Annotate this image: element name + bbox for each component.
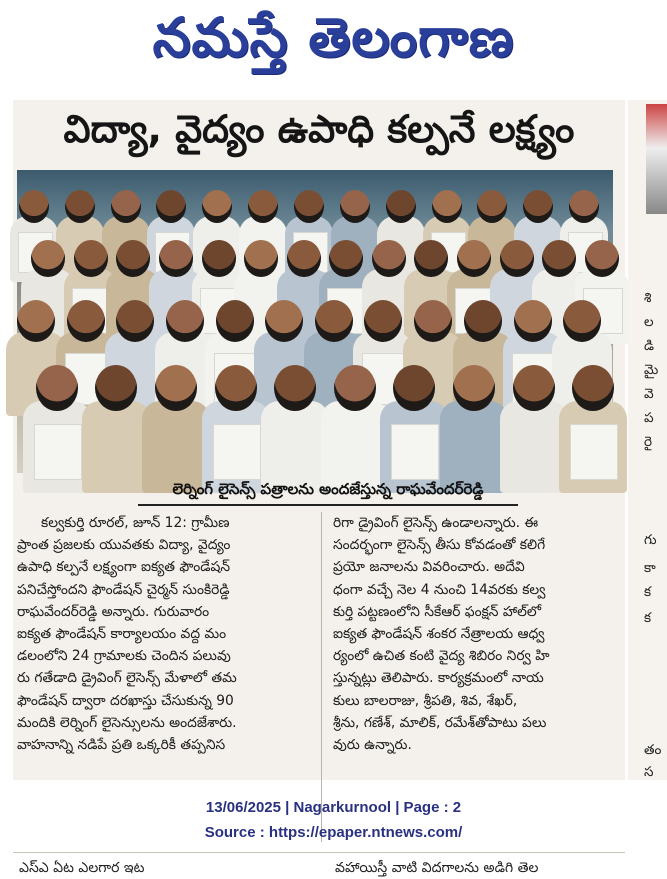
person-head bbox=[523, 190, 553, 223]
article-line: ప్రాంత ప్రజలకు యువతకు విద్యా, వైద్యం bbox=[17, 537, 231, 554]
adjacent-text-fragment: ప bbox=[644, 410, 654, 426]
cut-off-text-left: ఎస్‌ఎ ఏట ఎలగార ఇట bbox=[19, 860, 145, 876]
article-line: కుర్తి పట్టణంలోని సీకేఆర్ ఫంక్షన్ హాల్‌లో bbox=[333, 603, 542, 620]
person-head bbox=[216, 300, 254, 342]
person-head bbox=[116, 300, 154, 342]
person-head bbox=[265, 300, 303, 342]
person-head bbox=[19, 190, 49, 223]
adjacent-text-fragment: రై bbox=[644, 434, 653, 450]
adjacent-text-fragment: తం bbox=[644, 742, 662, 758]
article-line: శ్రీను, గణేశ్, మాలిక్, రమేశ్‌తోపాటు పలు bbox=[333, 714, 547, 731]
person-head bbox=[67, 300, 105, 342]
adjacent-text-fragment: క bbox=[644, 584, 652, 600]
edition-info: 13/06/2025 | Nagarkurnool | Page : 2 bbox=[205, 799, 462, 816]
adjacent-text-fragment: గు bbox=[644, 532, 657, 548]
adjacent-text-fragment: శి bbox=[644, 290, 652, 306]
cut-off-text-right: వహాయిస్తీ వాటి విదగాలను అడిగి తెల bbox=[335, 860, 539, 876]
adjacent-text-fragment: ల bbox=[644, 314, 654, 330]
person-head bbox=[248, 190, 278, 223]
article-line: వురు ఉన్నారు. bbox=[333, 737, 412, 754]
column-divider bbox=[321, 512, 322, 842]
article-line: వాహనాన్ని నడిపే ప్రతి ఒక్కరికీ తప్పనిస bbox=[17, 737, 226, 754]
person-head bbox=[364, 300, 402, 342]
person-head bbox=[156, 190, 186, 223]
article-line: ఉపాధి కల్పనే లక్ష్యంగా ఐక్యత ఫౌండేషన్ bbox=[17, 559, 231, 576]
article-line: ర్యంలో ఉచిత కంటి వైద్య శిబిరం నిర్వ హి bbox=[333, 648, 550, 665]
person-head bbox=[569, 190, 599, 223]
article-line: మందికి లెర్నింగ్ లైసెన్సులను అందజేశారు. bbox=[17, 714, 237, 731]
person-head bbox=[202, 190, 232, 223]
held-certificate bbox=[34, 424, 82, 481]
article-photo bbox=[17, 170, 613, 473]
person-head bbox=[563, 300, 601, 342]
article-line: కల్వకుర్తి రూరల్, జూన్ 12: గ్రామీణ bbox=[41, 515, 230, 531]
photo-caption: లెర్నింగ్ లైసెన్స్ పత్రాలను అందజేస్తున్న రాఘవేందర్‌రెడ్డి bbox=[138, 478, 518, 506]
person-head bbox=[294, 190, 324, 223]
article-line: ధంగా వచ్చే నెల 4 నుంచి 14వరకు కల్వ bbox=[333, 581, 546, 598]
newspaper-masthead bbox=[0, 0, 667, 88]
person-head bbox=[315, 300, 353, 342]
person-head bbox=[95, 365, 137, 411]
held-certificate bbox=[213, 424, 261, 481]
person-head bbox=[65, 190, 95, 223]
person-head bbox=[414, 300, 452, 342]
person-head bbox=[166, 300, 204, 342]
article-line: ప్రయో జనాలను వివరించారు. అదేవి bbox=[333, 559, 525, 576]
article-line: స్తున్నట్లు తెలిపారు. కార్యక్రమంలో నాయ bbox=[333, 670, 544, 687]
page-footer bbox=[0, 795, 667, 845]
adjacent-photo-thumbnail bbox=[646, 104, 667, 214]
person-head bbox=[334, 365, 376, 411]
person-head bbox=[432, 190, 462, 223]
adjacent-text-fragment: వె bbox=[644, 386, 654, 402]
source-link[interactable]: Source : https://epaper.ntnews.com/ bbox=[204, 824, 463, 841]
article-line: రాఘవేందర్‌రెడ్డి అన్నారు. గురువారం bbox=[17, 603, 210, 620]
person-head bbox=[477, 190, 507, 223]
person-head bbox=[464, 300, 502, 342]
adjacent-text-fragment: డి bbox=[644, 338, 654, 354]
adjacent-text-fragment: క bbox=[644, 610, 652, 626]
adjacent-text-fragment: కా bbox=[644, 560, 656, 576]
person-head bbox=[111, 190, 141, 223]
person-head bbox=[17, 300, 55, 342]
masthead-title: నమస్తే తెలంగాణ bbox=[152, 5, 515, 69]
article-line: ఐక్యత ఫౌండేషన్ శంకర నేత్రాలయ ఆధ్వ bbox=[333, 626, 545, 643]
person-head bbox=[274, 365, 316, 411]
person-head bbox=[36, 365, 78, 411]
person-head bbox=[572, 365, 614, 411]
article-line: ఫౌండేషన్ ద్వారా దరఖాస్తు చేసుకున్న 90 bbox=[17, 692, 234, 709]
adjacent-article-strip bbox=[628, 100, 667, 780]
article-column-right bbox=[333, 512, 623, 756]
person-head bbox=[514, 300, 552, 342]
article-headline: విద్యా, వైద్యం ఉపాధి కల్పనే లక్ష్యం bbox=[63, 107, 575, 151]
person-head bbox=[393, 365, 435, 411]
article-line: పనిచేస్తోందని ఫౌండేషన్ చైర్మన్ సుంకిరెడ్డి bbox=[17, 581, 230, 598]
adjacent-text-fragment: మై bbox=[644, 362, 659, 378]
article-line: కులు బాలరాజు, శ్రీపతి, శివ, శేఖర్, bbox=[333, 692, 518, 709]
person-head bbox=[453, 365, 495, 411]
article-line: రిగా డ్రైవింగ్ లైసెన్స్ ఉండాలన్నారు. ఈ bbox=[333, 515, 539, 531]
held-certificate bbox=[391, 424, 439, 481]
adjacent-text-fragment: స bbox=[644, 764, 654, 780]
article-line: రు గతేడాది డ్రైవింగ్ లైసెన్స్ మేళాలో తమ bbox=[17, 670, 237, 687]
article-line: డలంలోని 24 గ్రామాలకు చెందిన పలువు bbox=[17, 648, 231, 665]
person-head bbox=[155, 365, 197, 411]
person-head bbox=[386, 190, 416, 223]
person-head bbox=[513, 365, 555, 411]
person-head bbox=[340, 190, 370, 223]
article-column-left bbox=[17, 512, 307, 756]
article-line: సందర్భంగా లైసెన్స్ తీసు కోవడంతో కలిగే bbox=[333, 537, 546, 554]
article-line: ఐక్యత ఫౌండేషన్ కార్యాలయం వద్ద మం bbox=[17, 626, 227, 643]
held-certificate bbox=[570, 424, 618, 481]
person-head bbox=[215, 365, 257, 411]
